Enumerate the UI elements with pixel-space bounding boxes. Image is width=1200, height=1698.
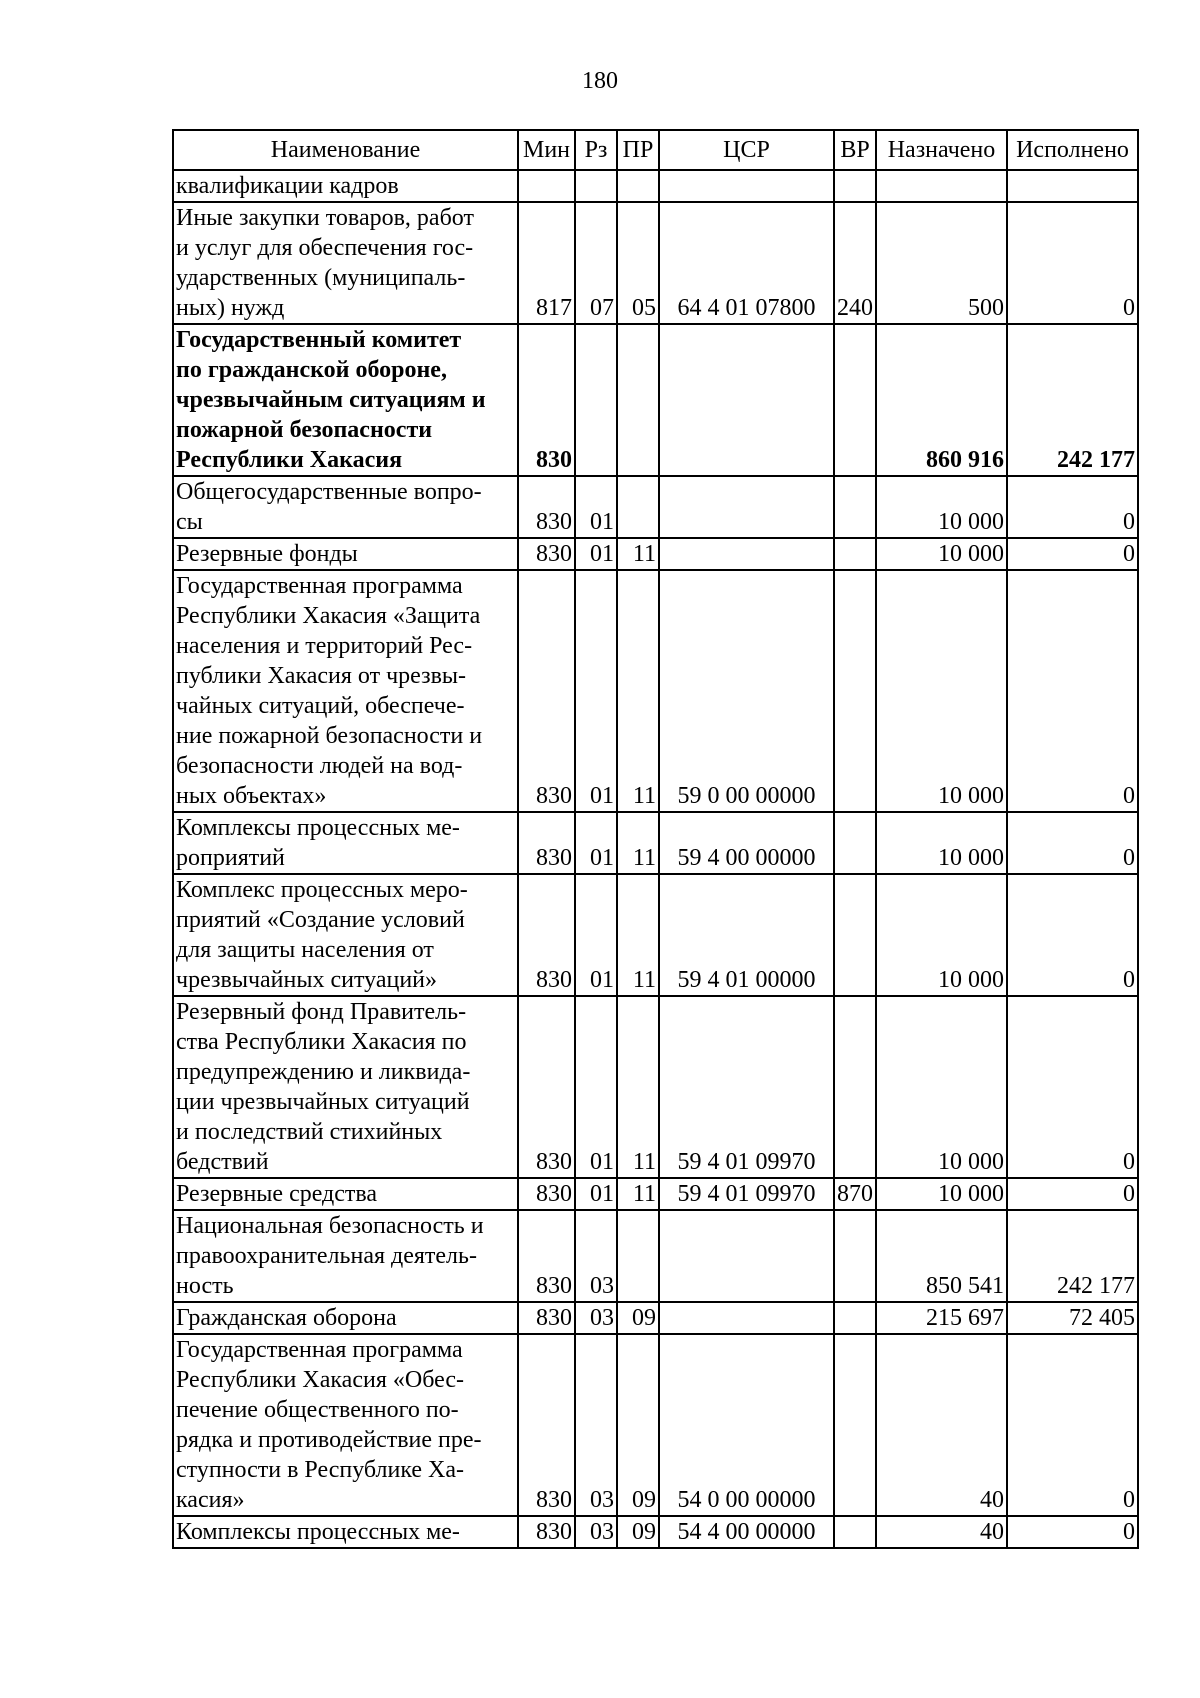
cell-planned: 10 000: [876, 1178, 1007, 1210]
cell-vr: [834, 1210, 876, 1302]
cell-name: Комплексы процессных ме- роприятий: [173, 812, 518, 874]
cell-vr: [834, 1334, 876, 1516]
cell-rz: 01: [575, 570, 617, 812]
cell-name: Комплексы процессных ме-: [173, 1516, 518, 1548]
cell-vr: [834, 476, 876, 538]
cell-rz: 03: [575, 1302, 617, 1334]
cell-vr: [834, 996, 876, 1178]
cell-min: 830: [518, 1178, 575, 1210]
cell-planned: 860 916: [876, 324, 1007, 476]
header-pr: ПР: [617, 130, 659, 170]
cell-pr: 09: [617, 1516, 659, 1548]
cell-pr: 05: [617, 202, 659, 324]
cell-pr: [617, 1210, 659, 1302]
budget-table: [172, 129, 1139, 1549]
cell-executed: [1007, 170, 1138, 202]
cell-rz: [575, 170, 617, 202]
cell-rz: 07: [575, 202, 617, 324]
cell-name: Общегосударственные вопро- сы: [173, 476, 518, 538]
cell-planned: 500: [876, 202, 1007, 324]
cell-csr: [659, 170, 834, 202]
cell-name: Государственная программа Республики Хакасия «Обес- печение общественного по- рядка и противодействие пре- ступности в Республике Ха- касия»: [173, 1334, 518, 1516]
cell-pr: 09: [617, 1334, 659, 1516]
cell-csr: 59 4 01 09970: [659, 996, 834, 1178]
cell-min: 830: [518, 570, 575, 812]
cell-rz: 01: [575, 476, 617, 538]
cell-planned: 10 000: [876, 538, 1007, 570]
table-row: [173, 1334, 1138, 1516]
cell-min: 830: [518, 1210, 575, 1302]
cell-pr: 11: [617, 874, 659, 996]
cell-planned: 10 000: [876, 476, 1007, 538]
cell-csr: 54 4 00 00000: [659, 1516, 834, 1548]
cell-executed: 0: [1007, 570, 1138, 812]
cell-vr: [834, 170, 876, 202]
cell-executed: 242 177: [1007, 324, 1138, 476]
table-row: [173, 812, 1138, 874]
cell-executed: 72 405: [1007, 1302, 1138, 1334]
header-executed: Исполнено: [1007, 130, 1138, 170]
table-row: [173, 570, 1138, 812]
cell-name: квалификации кадров: [173, 170, 518, 202]
cell-vr: [834, 1516, 876, 1548]
page-number: 180: [582, 68, 618, 94]
cell-csr: 64 4 01 07800: [659, 202, 834, 324]
cell-name: Иные закупки товаров, работ и услуг для обеспечения гос- ударственных (муниципаль- ных) нужд: [173, 202, 518, 324]
cell-executed: 0: [1007, 538, 1138, 570]
cell-vr: 240: [834, 202, 876, 324]
table-row: [173, 996, 1138, 1178]
cell-executed: 0: [1007, 1334, 1138, 1516]
cell-pr: 11: [617, 812, 659, 874]
cell-name: Резервные фонды: [173, 538, 518, 570]
cell-csr: 59 4 00 00000: [659, 812, 834, 874]
cell-pr: [617, 324, 659, 476]
cell-min: 830: [518, 874, 575, 996]
cell-rz: [575, 324, 617, 476]
cell-min: 830: [518, 476, 575, 538]
table-row: [173, 324, 1138, 476]
cell-min: 830: [518, 812, 575, 874]
table-row: [173, 476, 1138, 538]
cell-min: 830: [518, 996, 575, 1178]
cell-rz: 03: [575, 1210, 617, 1302]
header-name: Наименование: [173, 130, 518, 170]
cell-pr: 11: [617, 1178, 659, 1210]
cell-name: Гражданская оборона: [173, 1302, 518, 1334]
cell-pr: [617, 170, 659, 202]
cell-rz: 01: [575, 538, 617, 570]
cell-pr: [617, 476, 659, 538]
cell-csr: [659, 538, 834, 570]
header-row: [173, 130, 1138, 170]
header-rz: Рз: [575, 130, 617, 170]
cell-min: 830: [518, 1302, 575, 1334]
cell-csr: [659, 1210, 834, 1302]
cell-pr: 11: [617, 538, 659, 570]
cell-executed: 242 177: [1007, 1210, 1138, 1302]
header-planned: Назначено: [876, 130, 1007, 170]
table-row: [173, 1516, 1138, 1548]
table-row: [173, 1302, 1138, 1334]
cell-executed: 0: [1007, 1178, 1138, 1210]
cell-rz: 03: [575, 1334, 617, 1516]
cell-rz: 03: [575, 1516, 617, 1548]
table-row: [173, 1210, 1138, 1302]
cell-min: 830: [518, 1516, 575, 1548]
cell-name: Резервный фонд Правитель- ства Республики Хакасия по предупреждению и ликвида- ции чрезвычайных ситуаций и последствий стихийных бедствий: [173, 996, 518, 1178]
cell-planned: 850 541: [876, 1210, 1007, 1302]
cell-executed: 0: [1007, 476, 1138, 538]
cell-min: 830: [518, 538, 575, 570]
cell-vr: [834, 874, 876, 996]
header-vr: ВР: [834, 130, 876, 170]
cell-csr: [659, 1302, 834, 1334]
cell-rz: 01: [575, 874, 617, 996]
cell-pr: 11: [617, 996, 659, 1178]
cell-executed: 0: [1007, 1516, 1138, 1548]
cell-vr: [834, 812, 876, 874]
cell-min: 830: [518, 1334, 575, 1516]
cell-executed: 0: [1007, 812, 1138, 874]
cell-planned: 40: [876, 1516, 1007, 1548]
table-row: [173, 1178, 1138, 1210]
cell-name: Комплекс процессных меро- приятий «Создание условий для защиты населения от чрезвычайных ситуаций»: [173, 874, 518, 996]
header-csr: ЦСР: [659, 130, 834, 170]
cell-vr: [834, 538, 876, 570]
cell-name: Государственный комитет по гражданской обороне, чрезвычайным ситуациям и пожарной безопасности Республики Хакасия: [173, 324, 518, 476]
table-row: [173, 202, 1138, 324]
table-row: [173, 538, 1138, 570]
cell-min: 830: [518, 324, 575, 476]
cell-pr: 09: [617, 1302, 659, 1334]
cell-planned: 10 000: [876, 812, 1007, 874]
cell-executed: 0: [1007, 874, 1138, 996]
header-min: Мин: [518, 130, 575, 170]
cell-pr: 11: [617, 570, 659, 812]
cell-min: 817: [518, 202, 575, 324]
cell-csr: 59 0 00 00000: [659, 570, 834, 812]
cell-csr: 59 4 01 00000: [659, 874, 834, 996]
cell-planned: 10 000: [876, 996, 1007, 1178]
table-row: [173, 170, 1138, 202]
cell-rz: 01: [575, 996, 617, 1178]
cell-planned: 10 000: [876, 874, 1007, 996]
cell-csr: [659, 476, 834, 538]
cell-name: Резервные средства: [173, 1178, 518, 1210]
cell-planned: 215 697: [876, 1302, 1007, 1334]
cell-csr: 59 4 01 09970: [659, 1178, 834, 1210]
cell-planned: 40: [876, 1334, 1007, 1516]
cell-rz: 01: [575, 1178, 617, 1210]
cell-executed: 0: [1007, 202, 1138, 324]
cell-csr: 54 0 00 00000: [659, 1334, 834, 1516]
cell-executed: 0: [1007, 996, 1138, 1178]
cell-rz: 01: [575, 812, 617, 874]
cell-vr: [834, 1302, 876, 1334]
cell-min: [518, 170, 575, 202]
cell-name: Государственная программа Республики Хакасия «Защита населения и территорий Рес- публики Хакасия от чрезвы- чайных ситуаций, обеспече- ние пожарной безопасности и безопасности людей на вод- ных объектах»: [173, 570, 518, 812]
cell-csr: [659, 324, 834, 476]
cell-name: Национальная безопасность и правоохранительная деятель- ность: [173, 1210, 518, 1302]
cell-vr: [834, 570, 876, 812]
cell-planned: [876, 170, 1007, 202]
cell-vr: 870: [834, 1178, 876, 1210]
cell-planned: 10 000: [876, 570, 1007, 812]
table-row: [173, 874, 1138, 996]
cell-vr: [834, 324, 876, 476]
